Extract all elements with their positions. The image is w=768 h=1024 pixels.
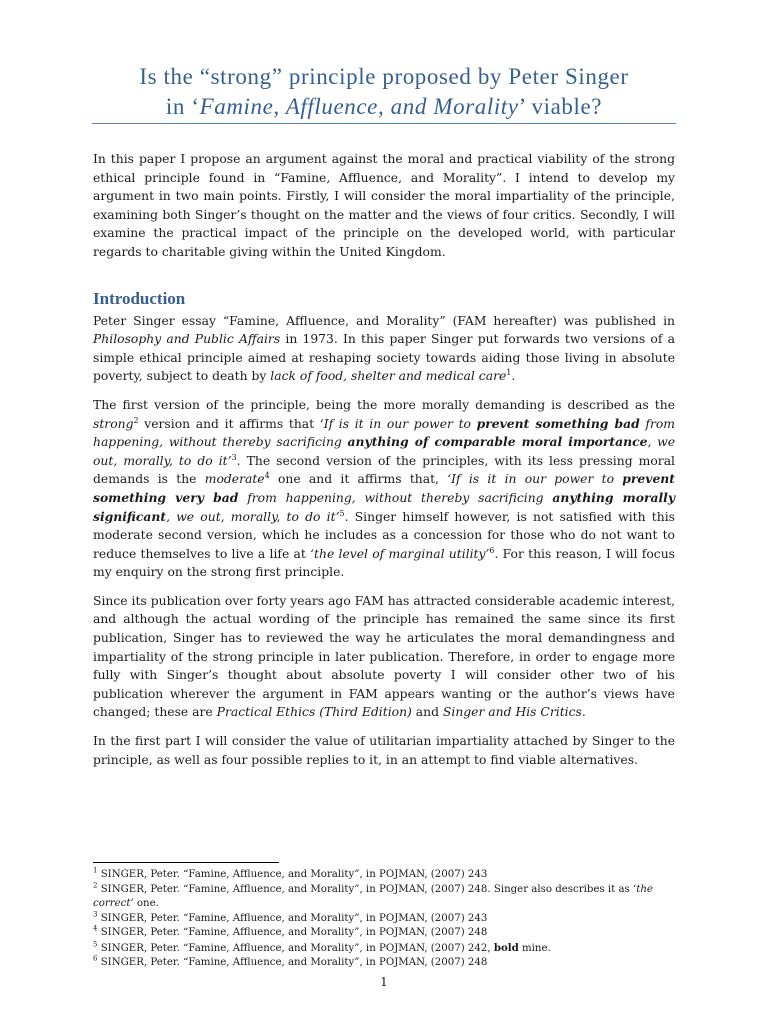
footnote-text: SINGER, Peter. “Famine, Affluence, and Morality”, in POJMAN, (2007) 248 bbox=[97, 957, 488, 968]
p2-quote-bold-b: anything of comparable moral importance bbox=[347, 434, 648, 450]
paragraph-2 bbox=[93, 396, 675, 582]
p2-quote-e: from happening, without thereby sacrificing bbox=[238, 490, 553, 505]
title-line-2-post: ’ viable? bbox=[518, 94, 603, 119]
p2-text-a: The first version of the principle, being the more morally demanding is described as the bbox=[93, 397, 675, 412]
title-line-2 bbox=[80, 92, 688, 122]
p1-text-e: . bbox=[511, 369, 516, 384]
title-divider bbox=[92, 123, 676, 124]
p2-quote-bold-a: prevent something bad bbox=[476, 415, 640, 431]
p1-quote: lack of food, shelter and medical care bbox=[270, 369, 507, 384]
p1-journal-name: Philosophy and Public Affairs bbox=[93, 332, 281, 347]
p2-quote-bold-d: anything morally significant bbox=[93, 489, 676, 524]
footnote bbox=[93, 912, 675, 927]
p2-text-i: . The second version of the principles, with its less pressing moral demands is the bbox=[93, 453, 675, 487]
intro-paragraph: In this paper I propose an argument against the moral and practical viability of the strong ethical principle found in “Famine, Affluence, and Morality”. I intend to develop my argument in two main points. Firstly, I will consider the moral impartiality of the principle, examining both Singer’s thought on the matter and the views of four critics. Secondly, I will examine the practical impact of the principle on the developed world, with particular regards to charitable giving within the United Kingdom. bbox=[93, 152, 675, 259]
paragraph-1 bbox=[93, 312, 675, 386]
p3-text-c: and bbox=[411, 705, 443, 720]
footnote-number: 5 bbox=[93, 940, 98, 949]
paper-body bbox=[93, 150, 675, 779]
p1-text-c: in 1973. In this paper Singer put forwards two versions of a simple ethical principle aimed at reshaping society towards aiding those living in absolute poverty, subject to death by bbox=[93, 332, 675, 384]
section-heading: Introduction bbox=[93, 288, 186, 308]
p2-text-q: . Singer himself however, is not satisfied with this moderate second version, which he includes as a concession for those who do not want to reduce themselves to live a life at bbox=[93, 509, 675, 561]
p3-book-title-2: Singer and His Critics bbox=[442, 705, 582, 720]
title-line-1: Is the “strong” principle proposed by Peter Singer bbox=[139, 64, 629, 89]
footnote-tail: one. bbox=[133, 898, 159, 909]
footnote-tail: mine. bbox=[518, 942, 551, 954]
p2-quote-d: ‘If is it in our power to bbox=[447, 472, 623, 487]
footnote bbox=[93, 956, 675, 971]
p2-moderate-term: moderate bbox=[204, 472, 265, 487]
p2-strong-term: strong bbox=[93, 416, 134, 431]
footnote-ref[interactable]: 1 bbox=[506, 368, 512, 378]
footnote-text: SINGER, Peter. “Famine, Affluence, and Morality”, in POJMAN, (2007) 248. Singer also describes it as bbox=[97, 883, 633, 895]
footnote-ref[interactable]: 2 bbox=[133, 415, 139, 425]
footnote-ref[interactable]: 3 bbox=[231, 452, 237, 462]
footnote bbox=[93, 926, 675, 941]
p2-quote-c: , we out, morally, to do it’ bbox=[93, 435, 675, 468]
footnotes bbox=[93, 868, 675, 971]
footnote-ref[interactable]: 5 bbox=[339, 508, 345, 518]
footnote bbox=[93, 941, 675, 957]
paragraph-4: In the first part I will consider the value of utilitarian impartiality attached by Singer to the principle, as well as four possible replies to it, in an attempt to find viable alternatives. bbox=[93, 734, 675, 767]
p3-text-e: . bbox=[581, 705, 586, 720]
footnote-number: 6 bbox=[93, 954, 98, 963]
footnote bbox=[93, 883, 675, 912]
footnote-text: SINGER, Peter. “Famine, Affluence, and Morality”, in POJMAN, (2007) 243 bbox=[97, 912, 488, 924]
footnote-text: SINGER, Peter. “Famine, Affluence, and Morality”, in POJMAN, (2007) 248 bbox=[97, 927, 488, 938]
paragraph-3 bbox=[93, 592, 675, 722]
p2-quote-g: ‘the level of marginal utility’ bbox=[310, 546, 490, 561]
footnote-italic: ‘the correct’ bbox=[93, 883, 653, 909]
p2-quote-f: , we out, morally, to do it’ bbox=[166, 509, 340, 524]
title-line-2-pre: in ‘ bbox=[165, 94, 200, 119]
footnote-number: 1 bbox=[93, 866, 98, 875]
footnote-bold: bold bbox=[493, 941, 519, 954]
p3-text-a: Since its publication over forty years ago FAM has attracted considerable academic interest, and although the actual wording of the principle has remained the same since its first publication, Singer has to reviewed the way he articulates the moral demandingness and impartiality of the strong principle in later publication. Therefore, in order to engage more fully with Singer’s thought about absolute poverty I will consider other two of his publication wherever the argument in FAM appears wanting or the author’s views have changed; these are bbox=[93, 593, 675, 720]
footnote-number: 2 bbox=[93, 881, 98, 890]
footnote-ref[interactable]: 6 bbox=[489, 545, 495, 555]
p1-text-a: Peter Singer essay “Famine, Affluence, and Morality” (FAM hereafter) was published in bbox=[93, 313, 675, 328]
footnote-number: 3 bbox=[93, 910, 98, 919]
footnote-number: 4 bbox=[93, 924, 98, 933]
footnote-separator bbox=[93, 862, 279, 863]
footnote-text: SINGER, Peter. “Famine, Affluence, and Morality”, in POJMAN, (2007) 243 bbox=[97, 869, 488, 880]
p2-text-s: . For this reason, I will focus my enquiry on the strong first principle. bbox=[93, 546, 675, 580]
p2-text-c: version and it affirms that bbox=[138, 416, 320, 431]
footnote-ref[interactable]: 4 bbox=[264, 471, 270, 481]
p2-quote-bold-c: prevent something very bad bbox=[93, 471, 675, 505]
paper-title bbox=[80, 62, 688, 122]
p2-quote-a: ‘If is it in our power to bbox=[319, 416, 477, 431]
p2-quote-b: from happening, without thereby sacrificing bbox=[93, 416, 676, 450]
p2-text-k: one and it affirms that, bbox=[269, 472, 448, 487]
title-work-name: Famine, Affluence, and Morality bbox=[199, 94, 519, 119]
page-number: 1 bbox=[380, 975, 388, 989]
footnote-text: SINGER, Peter. “Famine, Affluence, and Morality”, in POJMAN, (2007) 242, bbox=[97, 942, 494, 954]
p3-book-title-1: Practical Ethics (Third Edition) bbox=[216, 705, 412, 720]
footnote bbox=[93, 868, 675, 883]
